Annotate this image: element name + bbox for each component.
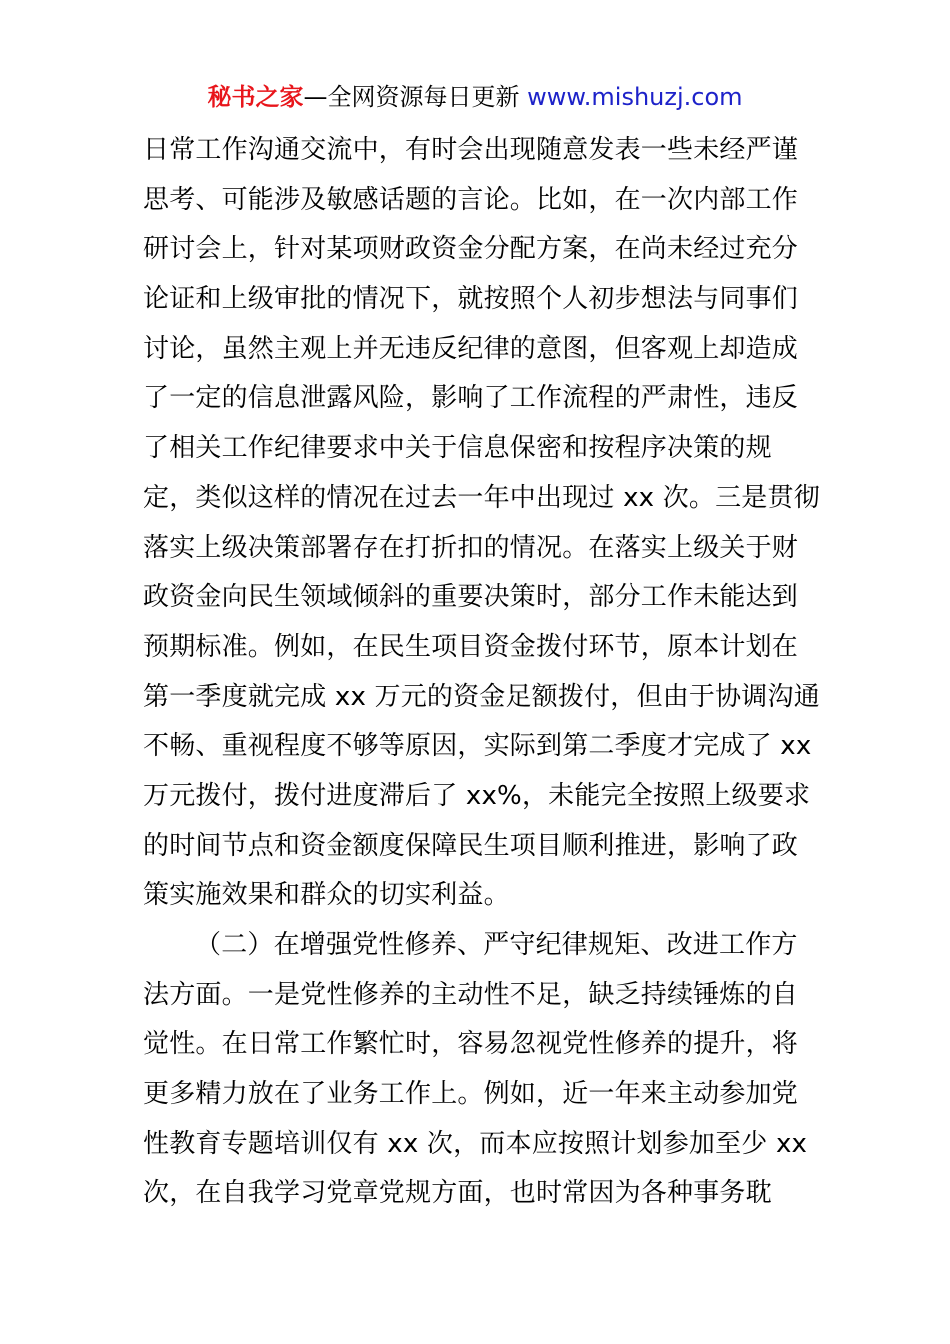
text-line: 了相关工作纪律要求中关于信息保密和按程序决策的规 (143, 433, 772, 464)
text-line: 落实上级决策部署存在打折扣的情况。在落实上级关于财 (143, 532, 799, 563)
text-line: 论证和上级审批的情况下，就按照个人初步想法与同事们 (143, 284, 799, 315)
text-line: 次，在自我学习党章党规方面，也时常因为各种事务耽 (143, 1178, 772, 1209)
text-line: 法方面。一是党性修养的主动性不足，缺乏持续锤炼的自 (143, 979, 799, 1010)
text-line: 定，类似这样的情况在过去一年中出现过 xx 次。三是贯彻 (143, 482, 820, 513)
text-line: 研讨会上，针对某项财政资金分配方案，在尚未经过充分 (143, 234, 799, 265)
text-line: 的时间节点和资金额度保障民生项目顺利推进，影响了政 (143, 830, 799, 861)
text-line: 万元拨付，拨付进度滞后了 xx%，未能完全按照上级要求 (143, 780, 811, 811)
text-line: 性教育专题培训仅有 xx 次，而本应按照计划参加至少 xx (143, 1128, 808, 1159)
text-line: 第一季度就完成 xx 万元的资金足额拨付，但由于协调沟通 (143, 681, 820, 712)
site-brand: 秘书之家 (207, 83, 304, 111)
text-line: 策实施效果和群众的切实利益。 (143, 880, 510, 911)
text-line: 预期标准。例如，在民生项目资金拨付环节，原本计划在 (143, 631, 799, 662)
text-line: 了一定的信息泄露风险，影响了工作流程的严肃性，违反 (143, 383, 799, 414)
text-line: 日常工作沟通交流中，有时会出现随意发表一些未经严谨 (143, 135, 799, 165)
page-header (0, 80, 950, 114)
text-line: 思考、可能涉及敏感话题的言论。比如，在一次内部工作 (143, 184, 799, 215)
text-line: 更多精力放在了业务工作上。例如，近一年来主动参加党 (143, 1079, 799, 1110)
site-url-link[interactable]: www.mishuzj.com (527, 83, 743, 111)
site-tagline: —全网资源每日更新 (303, 83, 528, 111)
text-line: 政资金向民生领域倾斜的重要决策时，部分工作未能达到 (143, 582, 799, 613)
section-heading-line: （二）在增强党性修养、严守纪律规矩、改进工作方 (195, 930, 798, 960)
text-line: 觉性。在日常工作繁忙时，容易忽视党性修养的提升，将 (143, 1029, 799, 1060)
body-text (143, 126, 820, 1219)
text-line: 讨论，虽然主观上并无违反纪律的意图，但客观上却造成 (143, 333, 799, 364)
text-line: 不畅、重视程度不够等原因，实际到第二季度才完成了 xx (143, 731, 812, 762)
